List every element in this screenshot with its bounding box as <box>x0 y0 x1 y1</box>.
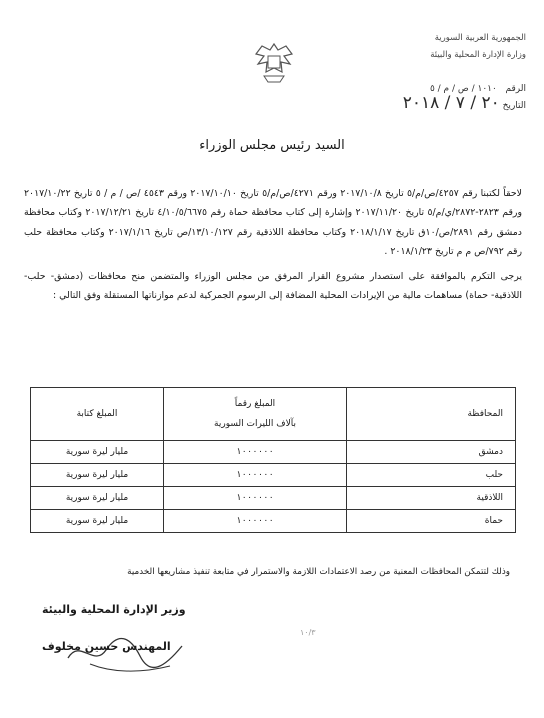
cell-governorate: حماة <box>347 510 516 533</box>
cell-amount-words: مليار ليرة سورية <box>31 464 164 487</box>
eagle-emblem-icon <box>252 38 296 88</box>
allocation-table <box>30 387 516 533</box>
letterhead <box>376 30 526 64</box>
reference-number: ١٠١٠ / ص / م / ٥ <box>429 84 497 94</box>
header-amount-words: المبلغ كتابة <box>31 388 164 441</box>
body-paragraph-request: يرجى التكرم بالموافقة على استصدار مشروع القرار المرفق من مجلس الوزراء والمتضمن منح محافظات (دمشق- حلب- اللاذقية- حماة) مساهمات مالية من الإيرادات المحلية المضافة إلى الرسوم الجمركية لدعم موازناتها المستقلة وفق التالي : <box>24 271 522 302</box>
header-amount-numeric-line1: المبلغ رقماً <box>234 399 276 409</box>
handwritten-signature-icon <box>60 628 190 678</box>
cell-amount: ١٠٠٠٠٠٠ <box>164 487 347 510</box>
letterhead-ministry: وزارة الإدارة المحلية والبيئة <box>430 50 526 60</box>
cell-amount-words: مليار ليرة سورية <box>31 510 164 533</box>
body-paragraph-references: لاحقاً لكتبنا رقم ٤٢٥٧/ص/م/٥ تاريخ ٢٠١٧/١٠/٨ ورقم ٤٢٧١/ص/م/٥ تاريخ ٢٠١٧/١٠/١٠ ورقم ٤٥٤٣ /ص / م / ٥ تاريخ ٢٠١٧/١٠/٢٢ ورقم ٢٨٢٣-٢٨٧٢/ي/م/٥ تاريخ ٢٠١٧/١١/٢٠ وإشارة إلى كتاب محافظة حماة رقم ٤/١٠/٥/٦٦٧٥ تاريخ ٢٠١٧/١٢/٢١ وكتاب محافظة دمشق رقم ٢٨٩١/ص/١٠ق تاريخ ٢٠١٨/١/١٧ وكتاب محافظة اللاذقية رقم ١٣/١٠/١٢٧/ص تاريخ ٢٠١٧/١/١٦ وكتاب محافظة حلب رقم ٧٩٢/ص م م تاريخ ٢٠١٨/١/٢٣ . <box>24 188 522 257</box>
signature-name: المهندس حسين مخلوف <box>42 640 171 653</box>
date-line <box>356 93 526 113</box>
margin-note: ١٠/٣ <box>300 628 316 637</box>
salutation: السيد رئيس مجلس الوزراء <box>199 138 345 153</box>
cell-amount: ١٠٠٠٠٠٠ <box>164 441 347 464</box>
letter-body <box>24 184 522 306</box>
table-row <box>31 487 516 510</box>
header-amount-numeric-line2: بآلاف الليرات السورية <box>214 419 296 429</box>
table-row <box>31 441 516 464</box>
header-governorate: المحافظة <box>347 388 516 441</box>
cell-governorate: دمشق <box>347 441 516 464</box>
cell-governorate: حلب <box>347 464 516 487</box>
header-amount-numeric <box>164 388 347 441</box>
table-row <box>31 510 516 533</box>
reference-block <box>356 82 526 113</box>
signature-title: وزير الإدارة المحلية والبيئة <box>42 603 186 616</box>
reference-label: الرقم <box>505 84 526 94</box>
cell-governorate: اللاذقية <box>347 487 516 510</box>
date-handwritten: ٢٠ / ٧ / ٢٠١٨ <box>402 93 500 113</box>
table-header-row <box>31 388 516 441</box>
date-label: التاريخ <box>502 101 526 111</box>
letterhead-republic: الجمهورية العربية السورية <box>434 33 526 43</box>
cell-amount-words: مليار ليرة سورية <box>31 441 164 464</box>
table-row <box>31 464 516 487</box>
cell-amount: ١٠٠٠٠٠٠ <box>164 510 347 533</box>
cell-amount-words: مليار ليرة سورية <box>31 487 164 510</box>
closing-sentence: وذلك لتتمكن المحافظات المعنية من رصد الاعتمادات اللازمة والاستمرار في متابعة تنفيذ مشاريعها الخدمية <box>127 567 510 577</box>
cell-amount: ١٠٠٠٠٠٠ <box>164 464 347 487</box>
